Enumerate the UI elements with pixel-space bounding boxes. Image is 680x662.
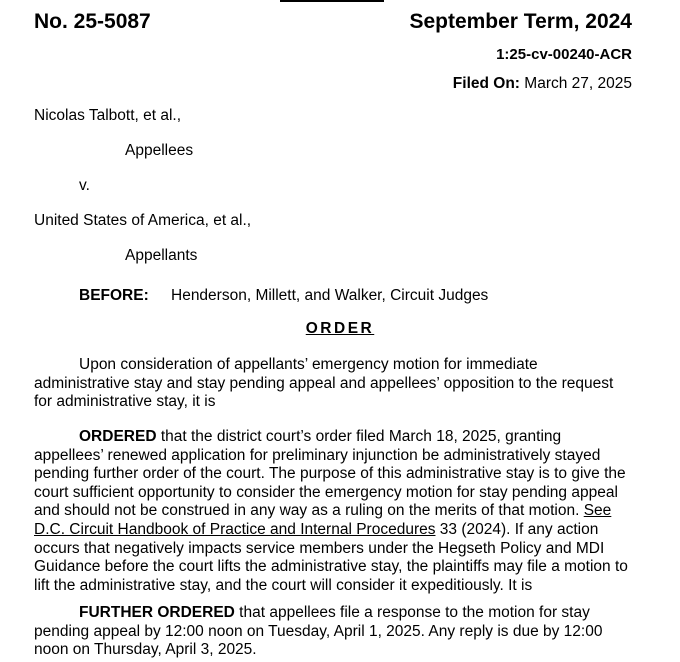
paragraph-line: for administrative stay, it is xyxy=(34,393,216,411)
docket-number: No. 25-5087 xyxy=(34,10,151,33)
paragraph-text: that appellees file a response to the motion for stay xyxy=(234,604,590,621)
role-appellees: Appellees xyxy=(125,142,194,159)
court-term: September Term, 2024 xyxy=(409,10,632,33)
paragraph-line: administrative stay and stay pending appeal and appellees’ opposition to the request xyxy=(34,374,614,392)
paragraph-further-ordered xyxy=(34,604,634,660)
further-ordered-lead: FURTHER ORDERED xyxy=(79,604,235,621)
paragraph-line: pending appeal by 12:00 noon on Tuesday, April 1, 2025. Any reply is due by 12:00 xyxy=(34,622,603,640)
paragraph-line xyxy=(34,604,634,623)
paragraph-line: court sufficient opportunity to consider the emergency motion for stay pending appeal xyxy=(34,483,618,501)
party-appellees: Nicolas Talbott, et al., xyxy=(34,107,182,124)
paragraph-line: pending further order of the court. The purpose of this administrative stay is to give the xyxy=(34,465,626,483)
paragraph-ordered xyxy=(34,428,634,595)
paragraph-line: appellees’ renewed application for preliminary injunction be administratively stayed xyxy=(34,446,601,464)
party-appellants: United States of America, et al., xyxy=(34,212,252,229)
paragraph-text: that the district court’s order filed March 18, 2025, granting xyxy=(156,428,562,445)
paragraph-line xyxy=(34,428,634,447)
paragraph-line: lift the administrative stay, and the court will consider it expeditiously. It is xyxy=(34,576,533,594)
paragraph-text: 33 (2024). If any action xyxy=(435,520,599,538)
paragraph-line xyxy=(34,521,634,540)
versus: v. xyxy=(79,177,90,194)
filed-date: March 27, 2025 xyxy=(524,75,632,92)
see-signal: See xyxy=(583,502,612,520)
order-title: ORDER xyxy=(305,320,375,337)
role-appellants: Appellants xyxy=(125,247,198,264)
before-label: BEFORE: xyxy=(79,287,149,304)
filed-label: Filed On: xyxy=(452,75,520,92)
panel-line xyxy=(79,287,488,305)
paragraph-line xyxy=(34,502,634,521)
paragraph-consideration xyxy=(34,356,634,412)
case-number: 1:25-cv-00240-ACR xyxy=(496,46,632,63)
top-rule xyxy=(280,0,384,2)
filed-on xyxy=(453,75,632,93)
paragraph-text: and should not be construed in any way as a ruling on the merits of that motion. xyxy=(34,502,584,520)
paragraph-line: Guidance before the court lifts the administrative stay, the plaintiffs may file a motion to xyxy=(34,558,628,576)
paragraph-line: Upon consideration of appellants’ emergency motion for immediate xyxy=(79,356,538,373)
paragraph-line: occurs that negatively impacts service members under the Hegseth Policy and MDI xyxy=(34,539,605,557)
paragraph-line: noon on Thursday, April 3, 2025. xyxy=(34,641,257,659)
ordered-lead: ORDERED xyxy=(79,428,157,445)
handbook-citation: D.C. Circuit Handbook of Practice and Internal Procedures xyxy=(34,520,436,538)
panel-judges: Henderson, Millett, and Walker, Circuit Judges xyxy=(171,287,489,304)
